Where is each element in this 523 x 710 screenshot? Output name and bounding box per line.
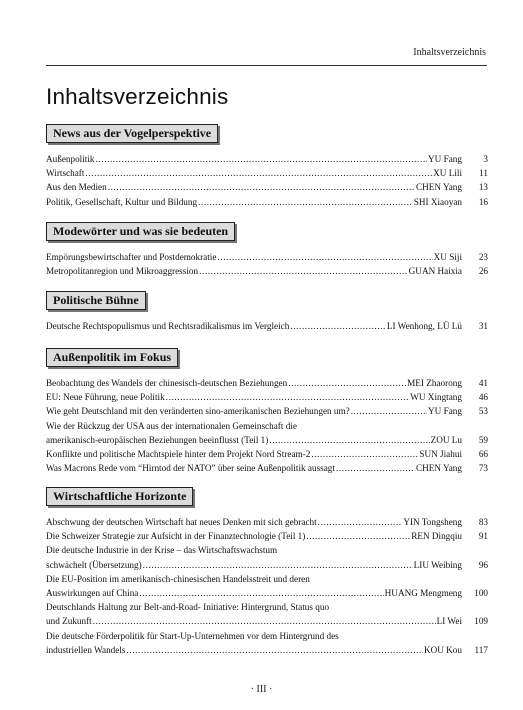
- header-rule: [46, 65, 487, 66]
- toc-section: [46, 487, 488, 657]
- entry-title: Die Schweizer Strategie zur Aufsicht in der Finanztechnologie (Teil 1): [46, 531, 306, 542]
- toc-entry[interactable]: [46, 614, 488, 628]
- toc-entry[interactable]: [46, 404, 488, 418]
- dot-leader: [306, 529, 410, 543]
- entry-title: Wie geht Deutschland mit den veränderten sino-amerikanischen Beziehungen um?: [46, 406, 350, 417]
- toc-entry[interactable]: [46, 515, 488, 529]
- toc-section: [46, 291, 488, 333]
- entry-author: YIN Tongsheng: [403, 517, 462, 527]
- entry-author: WU Xingtang: [410, 392, 462, 403]
- entry-title: EU: Neue Führung, neue Politik: [46, 392, 165, 403]
- entry-page: 46: [478, 392, 488, 403]
- entry-page: 117: [474, 644, 488, 655]
- entry-page: 13: [478, 182, 488, 193]
- entry-title-line: Deutschlands Haltung zur Belt-and-Road- Initiative: Hintergrund, Status quo: [46, 602, 330, 613]
- entry-list: [46, 515, 488, 657]
- entry-title: schwächelt (Übersetzung): [46, 559, 142, 570]
- entry-author: ZOU Lu: [430, 434, 462, 445]
- section-heading: News aus der Vogelperspektive: [46, 124, 218, 143]
- entry-author: YU Fang: [428, 154, 462, 164]
- toc-entry[interactable]: [46, 529, 488, 543]
- entry-title: Metropolitanregion und Mikroaggression: [46, 266, 199, 277]
- entry-title: Deutsche Rechtspopulismus und Rechtsradikalismus im Vergleich: [46, 321, 290, 331]
- entry-page: 59: [478, 434, 488, 445]
- entry-author: LI Wei: [436, 616, 462, 627]
- toc-entry[interactable]: [46, 180, 488, 194]
- entry-title-line: Die deutsche Förderpolitik für Start-Up-Unternehmen vor dem Hintergrund des: [46, 630, 339, 641]
- toc-entry[interactable]: [46, 264, 488, 278]
- dot-leader: [311, 447, 418, 461]
- dot-leader: [93, 614, 436, 628]
- toc-entry[interactable]: [46, 166, 488, 180]
- entry-title: Was Macrons Rede vom “Hirntod der NATO” über seine Außenpolitik aussagt: [46, 463, 335, 474]
- dot-leader: [143, 558, 413, 572]
- dot-leader: [108, 180, 415, 194]
- entry-author: REN Dingqiu: [411, 531, 462, 542]
- toc-entry[interactable]: [46, 586, 488, 600]
- page-title: Inhaltsverzeichnis: [46, 84, 229, 109]
- entry-author: XU Lili: [433, 168, 462, 179]
- entry-author: YU Fang: [428, 406, 462, 417]
- toc-entry[interactable]: [46, 558, 488, 572]
- entry-title: Abschwung der deutschen Wirtschaft hat neues Denken mit sich gebracht: [46, 517, 317, 527]
- entry-title: Konflikte und politische Machtspiele hinter dem Projekt Nord Stream-2: [46, 449, 311, 460]
- toc-entry[interactable]: [46, 447, 488, 461]
- dot-leader: [166, 390, 410, 404]
- entry-page: 83: [478, 517, 488, 527]
- entry-author: CHEN Yang: [416, 182, 462, 193]
- toc-section: [46, 348, 488, 475]
- entry-page: 96: [478, 559, 488, 570]
- dot-leader: [96, 152, 428, 166]
- entry-page: 66: [478, 449, 488, 460]
- entry-title-line: Die deutsche Industrie in der Krise – das Wirtschaftswachstum: [46, 545, 278, 556]
- entry-page: 109: [474, 616, 488, 627]
- entry-page: 41: [478, 378, 488, 388]
- dot-leader: [85, 166, 432, 180]
- entry-page: 23: [478, 252, 488, 262]
- toc-section: [46, 222, 488, 278]
- dot-leader: [199, 264, 408, 278]
- toc-entry[interactable]: [46, 376, 488, 390]
- entry-author: GUAN Haixia: [408, 266, 462, 277]
- section-heading: Modewörter und was sie bedeuten: [46, 222, 235, 241]
- entry-author: HUANG Mengmeng: [384, 588, 462, 599]
- entry-author: SUN Jiahui: [419, 449, 462, 460]
- entry-page: 26: [478, 266, 488, 277]
- entry-list: [46, 152, 488, 209]
- dot-leader: [198, 195, 413, 209]
- toc-entry[interactable]: [46, 152, 488, 166]
- entry-list: [46, 376, 488, 475]
- entry-author: LIU Weibing: [413, 559, 462, 570]
- dot-leader: [217, 250, 432, 264]
- toc-entry[interactable]: [46, 433, 488, 447]
- entry-title: Empörungsbewirtschafter und Postdemokratie: [46, 252, 217, 262]
- entry-list: [46, 250, 488, 278]
- page-number: · III ·: [250, 684, 273, 695]
- entry-title: und Zukunft: [46, 616, 92, 627]
- dot-leader: [126, 643, 423, 657]
- toc-entry[interactable]: [46, 250, 488, 264]
- toc-entry[interactable]: [46, 461, 488, 475]
- entry-title: Aus den Medien: [46, 182, 107, 193]
- dot-leader: [269, 433, 429, 447]
- toc-entry[interactable]: [46, 319, 488, 333]
- running-header: Inhaltsverzeichnis: [413, 47, 486, 58]
- entry-title: Beobachtung des Wandels der chinesisch-deutschen Beziehungen: [46, 378, 288, 388]
- entry-title: Auswirkungen auf China: [46, 588, 139, 599]
- toc-entry[interactable]: [46, 390, 488, 404]
- entry-author: KOU Kou: [423, 644, 462, 655]
- toc-entry[interactable]: [46, 643, 488, 657]
- entry-page: 3: [483, 154, 488, 164]
- dot-leader: [318, 515, 403, 529]
- section-heading: Politische Bühne: [46, 291, 146, 310]
- entry-page: 73: [478, 463, 488, 474]
- section-heading: Wirtschaftliche Horizonte: [46, 487, 193, 506]
- entry-page: 16: [478, 196, 488, 207]
- entry-author: MEI Zhaorong: [407, 378, 462, 388]
- entry-author: SHI Xiaoyan: [413, 196, 462, 207]
- dot-leader: [290, 319, 386, 333]
- dot-leader: [288, 376, 406, 390]
- dot-leader: [139, 586, 383, 600]
- entry-page: 11: [479, 168, 488, 179]
- entry-title: Politik, Gesellschaft, Kultur und Bildung: [46, 196, 198, 207]
- entry-page: 31: [478, 321, 488, 331]
- entry-list: [46, 319, 488, 333]
- entry-title: Außenpolitik: [46, 154, 95, 164]
- entry-page: 91: [478, 531, 488, 542]
- dot-leader: [336, 461, 415, 475]
- entry-title-line: Wie der Rückzug der USA aus der internationalen Gemeinschaft die: [46, 420, 297, 431]
- entry-author: CHEN Yang: [416, 463, 462, 474]
- entry-page: 53: [478, 406, 488, 417]
- toc-entry[interactable]: [46, 195, 488, 209]
- section-heading: Außenpolitik im Fokus: [46, 348, 178, 367]
- entry-author: XU Siji: [433, 252, 462, 262]
- toc-section: [46, 124, 488, 209]
- entry-title-line: Die EU-Position im amerikanisch-chinesischen Handelsstreit und deren: [46, 573, 310, 584]
- entry-title: amerikanisch-europäischen Beziehungen beeinflusst (Teil 1): [46, 434, 269, 445]
- entry-title: industriellen Wandels: [46, 644, 126, 655]
- entry-title: Wirtschaft: [46, 168, 85, 179]
- entry-author: LI Wenhong, LÜ Lü: [386, 321, 462, 331]
- entry-page: 100: [474, 588, 488, 599]
- dot-leader: [351, 404, 427, 418]
